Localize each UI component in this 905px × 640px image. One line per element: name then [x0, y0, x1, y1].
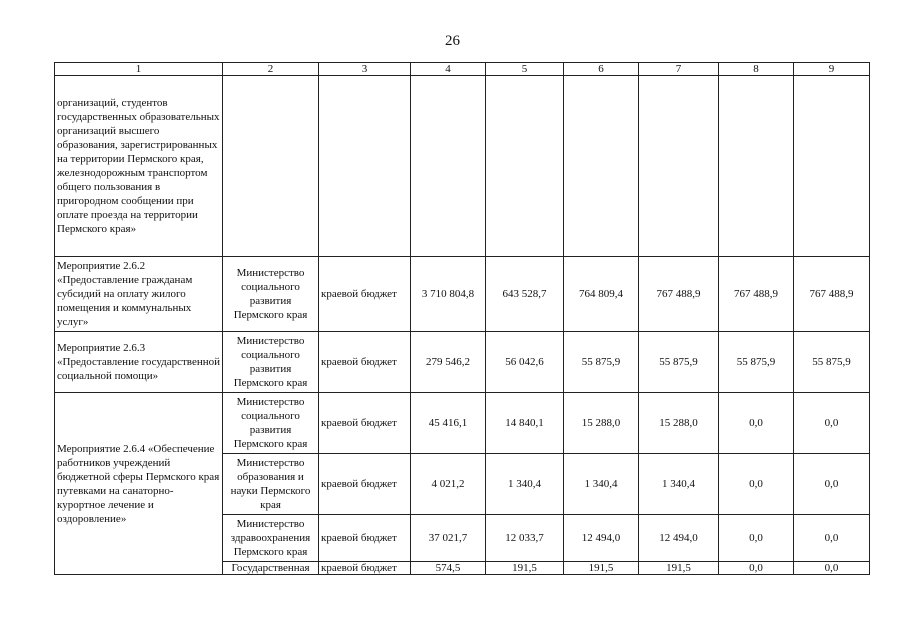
column-number-row	[55, 63, 870, 76]
measure-description: Мероприятие 2.6.4 «Обеспечение работников учреждений бюджетной сферы Пермского края путевками на санаторно-курортное лечение и оздоровление»	[55, 393, 223, 575]
responsible-executor: Министерство образования и науки Пермского края	[223, 454, 319, 515]
value-cell: 1 340,4	[486, 454, 564, 515]
value-cell: 3 710 804,8	[411, 257, 486, 332]
responsible-executor: Министерство социального развития Пермского края	[223, 257, 319, 332]
value-cell: 1 340,4	[564, 454, 639, 515]
responsible-executor	[223, 76, 319, 257]
value-cell: 12 494,0	[639, 515, 719, 562]
value-cell: 45 416,1	[411, 393, 486, 454]
value-cell: 767 488,9	[719, 257, 794, 332]
value-cell: 191,5	[639, 562, 719, 575]
value-cell: 0,0	[794, 454, 870, 515]
value-cell: 764 809,4	[564, 257, 639, 332]
value-cell: 0,0	[719, 393, 794, 454]
value-cell: 767 488,9	[639, 257, 719, 332]
column-number: 5	[486, 63, 564, 76]
value-cell: 56 042,6	[486, 332, 564, 393]
value-cell	[719, 76, 794, 257]
value-cell: 574,5	[411, 562, 486, 575]
value-cell: 4 021,2	[411, 454, 486, 515]
measure-description: Мероприятие 2.6.3 «Предоставление государственной социальной помощи»	[55, 332, 223, 393]
column-number: 2	[223, 63, 319, 76]
value-cell: 12 494,0	[564, 515, 639, 562]
value-cell: 15 288,0	[564, 393, 639, 454]
responsible-executor: Министерство здравоохранения Пермского края	[223, 515, 319, 562]
value-cell	[486, 76, 564, 257]
table-row	[55, 257, 870, 332]
funding-source: краевой бюджет	[319, 257, 411, 332]
value-cell: 191,5	[486, 562, 564, 575]
value-cell: 55 875,9	[719, 332, 794, 393]
value-cell	[411, 76, 486, 257]
column-number: 4	[411, 63, 486, 76]
funding-source	[319, 76, 411, 257]
responsible-executor: Министерство социального развития Пермского края	[223, 393, 319, 454]
value-cell: 55 875,9	[639, 332, 719, 393]
measure-description: организаций, студентов государственных образовательных организаций высшего образования, зарегистрированных на территории Пермского края, железнодорожным транспортом общего пользования в пригородном сообщении при оплате проезда на территории Пермского края»	[55, 76, 223, 257]
value-cell: 37 021,7	[411, 515, 486, 562]
value-cell	[794, 76, 870, 257]
value-cell: 0,0	[719, 562, 794, 575]
table-row	[55, 76, 870, 257]
measure-description: Мероприятие 2.6.2 «Предоставление гражданам субсидий на оплату жилого помещения и коммунальных услуг»	[55, 257, 223, 332]
value-cell: 0,0	[719, 454, 794, 515]
funding-source: краевой бюджет	[319, 515, 411, 562]
funding-source: краевой бюджет	[319, 454, 411, 515]
budget-table	[54, 62, 870, 575]
responsible-executor: Министерство социального развития Пермского края	[223, 332, 319, 393]
value-cell: 55 875,9	[794, 332, 870, 393]
value-cell: 1 340,4	[639, 454, 719, 515]
column-number: 3	[319, 63, 411, 76]
funding-source: краевой бюджет	[319, 393, 411, 454]
funding-source: краевой бюджет	[319, 562, 411, 575]
column-number: 7	[639, 63, 719, 76]
responsible-executor: Государственная	[223, 562, 319, 575]
value-cell	[564, 76, 639, 257]
value-cell: 0,0	[794, 562, 870, 575]
value-cell: 643 528,7	[486, 257, 564, 332]
table-row	[55, 332, 870, 393]
column-number: 9	[794, 63, 870, 76]
value-cell: 55 875,9	[564, 332, 639, 393]
column-number: 6	[564, 63, 639, 76]
page-number: 26	[445, 33, 460, 49]
value-cell: 0,0	[794, 515, 870, 562]
value-cell: 767 488,9	[794, 257, 870, 332]
table-row	[55, 393, 870, 454]
column-number: 1	[55, 63, 223, 76]
value-cell: 279 546,2	[411, 332, 486, 393]
value-cell	[639, 76, 719, 257]
value-cell: 12 033,7	[486, 515, 564, 562]
column-number: 8	[719, 63, 794, 76]
value-cell: 191,5	[564, 562, 639, 575]
funding-source: краевой бюджет	[319, 332, 411, 393]
value-cell: 0,0	[719, 515, 794, 562]
value-cell: 15 288,0	[639, 393, 719, 454]
value-cell: 14 840,1	[486, 393, 564, 454]
value-cell: 0,0	[794, 393, 870, 454]
